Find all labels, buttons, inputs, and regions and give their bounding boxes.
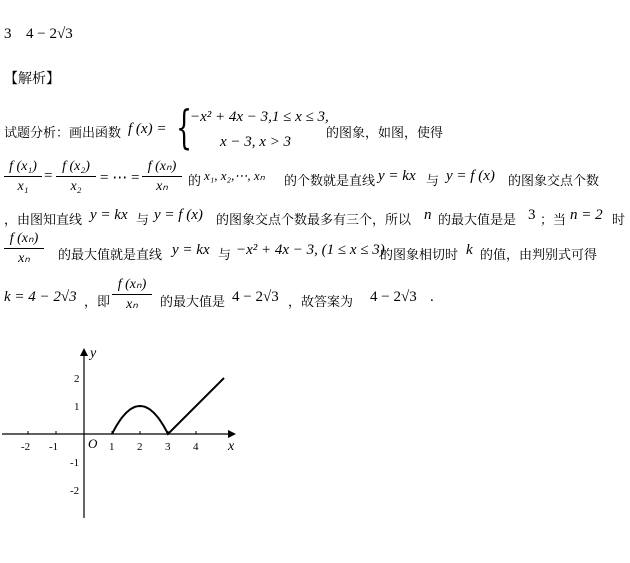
line1-fx: f (x) = xyxy=(128,121,167,137)
analysis-heading: 【解析】 xyxy=(4,71,60,87)
text: 的图象交点个数 xyxy=(508,174,600,189)
x-axis-label: x xyxy=(228,439,235,454)
text: 的最大值是 xyxy=(160,295,226,310)
line-eq: y = kx xyxy=(90,207,128,223)
curve-eq: −x² + 4x − 3, (1 ≤ x ≤ 3) xyxy=(236,242,385,258)
y-axis-label: y xyxy=(90,346,97,361)
k-value: k = 4 − 2√3 xyxy=(4,289,77,305)
x-tick-label: 4 xyxy=(193,441,199,453)
piecewise-case2: x − 3, x > 3 xyxy=(220,134,292,150)
y-tick-label: -2 xyxy=(70,485,80,497)
frac-f1: f (x₁) x₁ xyxy=(4,158,42,195)
value: 4 − 2√3 xyxy=(370,289,417,305)
x-tick-label: 2 xyxy=(137,441,143,453)
dots: = ⋯ = xyxy=(100,170,140,186)
text: 的 xyxy=(188,174,202,189)
line1-lead: 试题分析：画出函数 xyxy=(4,126,122,141)
var-n: n xyxy=(424,207,432,223)
x-tick-label: -2 xyxy=(21,441,31,453)
line-eq: y = kx xyxy=(378,168,416,184)
text: 与 xyxy=(426,174,440,189)
y-axis-arrow xyxy=(80,348,88,356)
piecewise-brace: { xyxy=(176,100,193,154)
text: 的个数就是直线 xyxy=(284,174,376,189)
text: 时 xyxy=(612,213,626,228)
vars: x₁, x₂,⋯, xₙ xyxy=(204,168,265,183)
x-tick-label: 1 xyxy=(109,441,115,453)
text: ；当 xyxy=(540,213,567,228)
frac-fn: f (xₙ) xₙ xyxy=(142,158,182,195)
period: . xyxy=(430,289,434,305)
frac-fn-2: f (xₙ) xₙ xyxy=(4,230,44,267)
text: 的最大值是是 xyxy=(438,213,517,228)
text: ，故答案为 xyxy=(288,295,354,310)
piecewise-case1: −x² + 4x − 3,1 ≤ x ≤ 3, xyxy=(190,109,329,125)
origin-label: O xyxy=(88,436,98,451)
answer-number: 3 xyxy=(4,26,12,42)
curve-eq: y = f (x) xyxy=(446,168,495,184)
text: 的图象相切时 xyxy=(380,248,459,263)
text: ，即 xyxy=(84,295,111,310)
text: 的图象交点个数最多有三个，所以 xyxy=(216,213,412,228)
var-k: k xyxy=(466,242,473,258)
cond: n = 2 xyxy=(570,207,603,223)
line-eq: y = kx xyxy=(172,242,210,258)
frac-f2: f (x₂) x₂ xyxy=(56,158,96,195)
curve-eq: y = f (x) xyxy=(154,207,203,223)
text: 与 xyxy=(136,213,150,228)
y-tick-label: -1 xyxy=(70,457,80,469)
function-graph xyxy=(0,340,260,530)
value: 3 xyxy=(528,207,536,223)
x-tick-label: 3 xyxy=(165,441,171,453)
frac-fn-3: f (xₙ) xₙ xyxy=(112,276,152,313)
x-axis-arrow xyxy=(228,430,236,438)
x-tick-label: -1 xyxy=(49,441,59,453)
value: 4 − 2√3 xyxy=(232,289,279,305)
answer-value: 4 − 2√3 xyxy=(26,26,73,42)
text: 的值，由判别式可得 xyxy=(480,248,598,263)
function-curve xyxy=(112,378,224,434)
text: ，由图知直线 xyxy=(4,213,83,228)
y-tick-label: 1 xyxy=(74,401,80,413)
text: 与 xyxy=(218,248,232,263)
y-tick-label: 2 xyxy=(74,373,80,385)
text: 的最大值就是直线 xyxy=(58,248,163,263)
line1-tail: 的图象，如图，使得 xyxy=(326,126,444,141)
